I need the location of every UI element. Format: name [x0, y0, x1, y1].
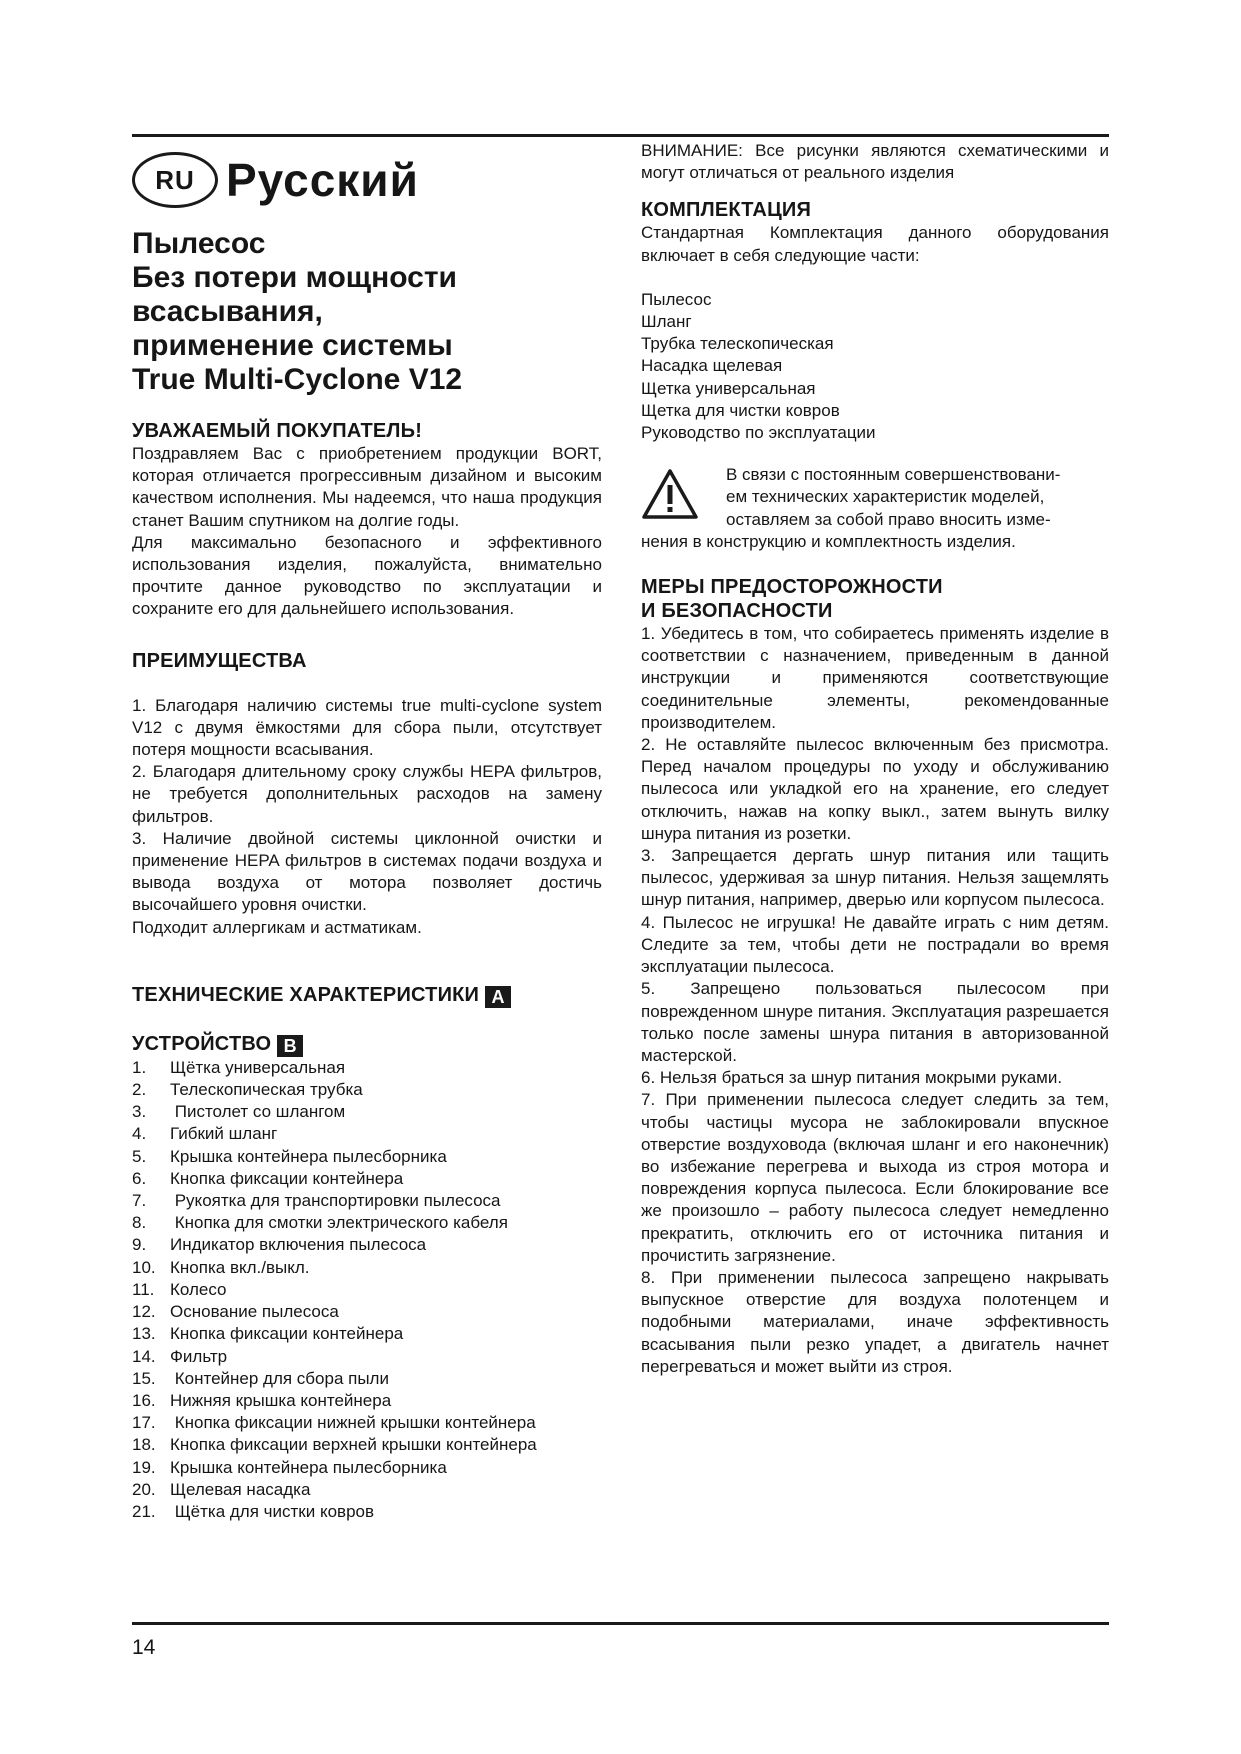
device-part-item [132, 1479, 602, 1501]
warning-line: оставляем за собой право вносить изме- [726, 509, 1051, 529]
device-part-label: Пистолет со шлангом [170, 1102, 346, 1122]
dear-customer-paragraph: Для максимально безопасного и эффективного использования изделия, пожалуйста, внимательно прочтите данное руководство по эксплуатации и сохраните его для дальнейшего использования. [132, 532, 602, 619]
safety-heading: И БЕЗОПАСНОСТИ [641, 600, 833, 623]
safety-item: 1. Убедитесь в том, что собираетесь применять изделие в соответствии с назначением, приведенным в данной инструкции и применяются соответствующие соединительные элементы, рекомендованные производителем. [641, 624, 1109, 732]
attention-note: ВНИМАНИЕ: Все рисунки являются схематическими и могут отличаться от реального изделия [641, 141, 1109, 183]
device-part-number: 7. [132, 1191, 147, 1211]
device-part-item [132, 1434, 602, 1456]
device-part-label: Основание пылесоса [170, 1302, 339, 1322]
title-line: Без потери мощности [132, 261, 457, 294]
device-part-item [132, 1079, 602, 1101]
title-line: True Multi-Cyclone V12 [132, 363, 463, 396]
device-heading-text: УСТРОЙСТВО [132, 1032, 272, 1055]
device-part-label: Щётка для чистки ковров [170, 1501, 375, 1521]
device-part-item [132, 1412, 602, 1434]
safety-list [641, 623, 1109, 1378]
device-part-item [132, 1279, 602, 1301]
device-part-number: 4. [132, 1124, 147, 1144]
device-part-number: 11. [132, 1279, 155, 1299]
device-part-label: Фильтр [170, 1346, 228, 1366]
device-part-label: Контейнер для сбора пыли [170, 1368, 389, 1388]
warning-line: ем технических характеристик моделей, [726, 487, 1045, 507]
device-part-number: 5. [132, 1146, 147, 1166]
package-item: Шланг [641, 312, 692, 332]
device-part-item [132, 1146, 602, 1168]
device-part-item [132, 1390, 602, 1412]
device-part-item [132, 1257, 602, 1279]
device-part-item [132, 1234, 602, 1256]
warning-triangle-icon [641, 468, 699, 520]
device-part-number: 19. [132, 1457, 156, 1477]
title-line: Пылесос [132, 227, 266, 260]
package-item: Руководство по эксплуатации [641, 423, 876, 443]
device-part-label: Крышка контейнера пылесборника [170, 1457, 447, 1477]
device-parts-list [132, 1057, 602, 1523]
device-part-number: 6. [132, 1168, 147, 1188]
specs-heading-text: ТЕХНИЧЕСКИЕ ХАРАКТЕРИСТИКИ [132, 983, 480, 1006]
device-part-item [132, 1323, 602, 1345]
package-intro: Стандартная Комплектация данного оборудования включает в себя следующие части: [641, 223, 1109, 265]
device-part-number: 13. [132, 1324, 156, 1344]
safety-item: 3. Запрещается дергать шнур питания или тащить пылесос, удерживая за шнур питания. Нельзя защемлять шнур питания, например, дверью или корпусом пылесоса. [641, 846, 1109, 910]
package-heading: КОМПЛЕКТАЦИЯ [641, 199, 812, 222]
warning-line: нения в конструкцию и комплектность изделия. [641, 531, 1016, 551]
device-part-number: 1. [132, 1057, 147, 1077]
safety-heading: МЕРЫ ПРЕДОСТОРОЖНОСТИ [641, 576, 943, 599]
device-part-number: 17. [132, 1413, 156, 1433]
device-part-label: Кнопка фиксации контейнера [170, 1168, 404, 1188]
device-part-item [132, 1168, 602, 1190]
device-part-number: 10. [132, 1257, 156, 1277]
language-code-badge: RU [132, 152, 218, 208]
package-item: Насадка щелевая [641, 356, 783, 376]
advantages-heading: ПРЕИМУЩЕСТВА [132, 649, 307, 672]
package-list [641, 289, 1109, 444]
safety-item: 7. При применении пылесоса следует следить за тем, чтобы частицы мусора не заблокировали впускное отверстие воздуховода (включая шланг и его наконечник) во избежание перегрева и выхода из строя мотора и повреждения корпуса пылесоса. Если блокирование все же произошло – работу пылесоса следует немедленно прекратить, отключить его от источника питания и прочистить загрязнение. [641, 1090, 1109, 1265]
safety-item: 4. Пылесос не игрушка! Не давайте играть с ним детям. Следите за тем, чтобы дети не пострадали во время эксплуатации пылесоса. [641, 912, 1109, 977]
device-part-label: Кнопка фиксации нижней крышки контейнера [170, 1413, 536, 1433]
right-column [641, 140, 1109, 1378]
package-item: Трубка телескопическая [641, 334, 834, 354]
device-part-number: 18. [132, 1435, 156, 1455]
device-figure-badge: B [277, 1035, 303, 1057]
safety-item: 2. Не оставляйте пылесос включенным без присмотра. Перед началом процедуры по уходу и обслуживанию пылесоса или укладкой его на хранение, его следует отключить, нажав на копку выкл., затем вынуть вилку шнура питания из розетки. [641, 735, 1109, 843]
device-part-label: Рукоятка для транспортировки пылесоса [170, 1191, 501, 1211]
device-part-number: 8. [132, 1213, 147, 1233]
device-part-label: Индикатор включения пылесоса [170, 1235, 427, 1255]
device-part-item [132, 1057, 602, 1079]
device-part-item [132, 1190, 602, 1212]
device-part-label: Кнопка фиксации верхней крышки контейнера [170, 1435, 537, 1455]
device-part-number: 14. [132, 1346, 156, 1366]
bottom-rule [132, 1622, 1109, 1625]
dear-customer-heading: УВАЖАЕМЫЙ ПОКУПАТЕЛЬ! [132, 420, 423, 442]
device-part-number: 16. [132, 1390, 156, 1410]
device-part-label: Щётка универсальная [170, 1057, 346, 1077]
safety-item: 8. При применении пылесоса запрещено накрывать выпускное отверстие для воздуха полотенцем и подобными материалами, иначе эффективность всасывания пыли резко упадет, а двигатель начнет перегреваться и может выйти из строя. [641, 1267, 1109, 1376]
safety-item: 6. Нельзя браться за шнур питания мокрыми руками. [641, 1068, 1063, 1088]
advantage-item: 2. Благодаря длительному сроку службы HEPA фильтров, не требуется дополнительных расходов на замену фильтров. [132, 762, 602, 826]
device-part-label: Кнопка фиксации контейнера [170, 1324, 404, 1344]
device-part-label: Щелевая насадка [170, 1479, 311, 1499]
device-part-label: Крышка контейнера пылесборника [170, 1146, 447, 1166]
device-part-item [132, 1123, 602, 1145]
warning-block [641, 464, 1109, 553]
advantages-note: Подходит аллергикам и астматикам. [132, 917, 422, 937]
device-part-number: 15. [132, 1368, 156, 1388]
device-part-number: 12. [132, 1302, 156, 1322]
specs-heading [132, 983, 602, 1008]
warning-line: В связи с постоянным совершенствовани- [726, 465, 1061, 485]
page-number: 14 [132, 1636, 156, 1659]
device-part-number: 20. [132, 1479, 156, 1499]
device-part-label: Кнопка для смотки электрического кабеля [170, 1213, 508, 1233]
device-part-label: Телескопическая трубка [170, 1080, 363, 1100]
device-part-item [132, 1301, 602, 1323]
device-part-label: Гибкий шланг [170, 1124, 278, 1144]
device-part-item [132, 1501, 602, 1523]
device-part-label: Кнопка вкл./выкл. [170, 1257, 310, 1277]
advantage-item: 1. Благодаря наличию системы true multi-cyclone system V12 с двумя ёмкостями для сбора пыли, отсутствует потеря мощности всасывания. [132, 695, 602, 760]
device-part-item [132, 1457, 602, 1479]
device-part-label: Колесо [170, 1279, 227, 1299]
package-item: Пылесос [641, 289, 712, 309]
device-part-item [132, 1346, 602, 1368]
safety-item: 5. Запрещено пользоваться пылесосом при поврежденном шнуре питания. Эксплуатация разрешается только после замены шнура питания в авторизованной мастерской. [641, 979, 1109, 1065]
device-part-item [132, 1101, 602, 1123]
title-line: применение системы [132, 329, 453, 362]
package-item: Щетка универсальная [641, 378, 816, 398]
left-column [132, 140, 602, 1523]
language-title: Русский [226, 154, 419, 206]
language-header [132, 150, 602, 210]
device-part-item [132, 1368, 602, 1390]
device-part-label: Нижняя крышка контейнера [170, 1390, 392, 1410]
page-title [132, 227, 602, 397]
top-rule [132, 134, 1109, 137]
specs-figure-badge: A [485, 986, 511, 1008]
device-part-number: 3. [132, 1102, 147, 1122]
device-part-number: 9. [132, 1235, 147, 1255]
device-part-item [132, 1212, 602, 1234]
device-heading [132, 1032, 602, 1057]
dear-customer-paragraph: Поздравляем Вас с приобретением продукции BORT, которая отличается прогрессивным дизайном и высоким качеством исполнения. Мы надеемся, что наша продукция станет Вашим спутником на долгие годы. [132, 444, 602, 530]
package-item: Щетка для чистки ковров [641, 400, 840, 420]
device-part-number: 21. [132, 1501, 156, 1521]
device-part-number: 2. [132, 1080, 147, 1100]
title-line: всасывания, [132, 295, 323, 328]
advantage-item: 3. Наличие двойной системы циклонной очистки и применение HEPA фильтров в системах подачи воздуха и вывода воздуха от мотора позволяет достичь высочайшего уровня очистки. [132, 828, 602, 915]
